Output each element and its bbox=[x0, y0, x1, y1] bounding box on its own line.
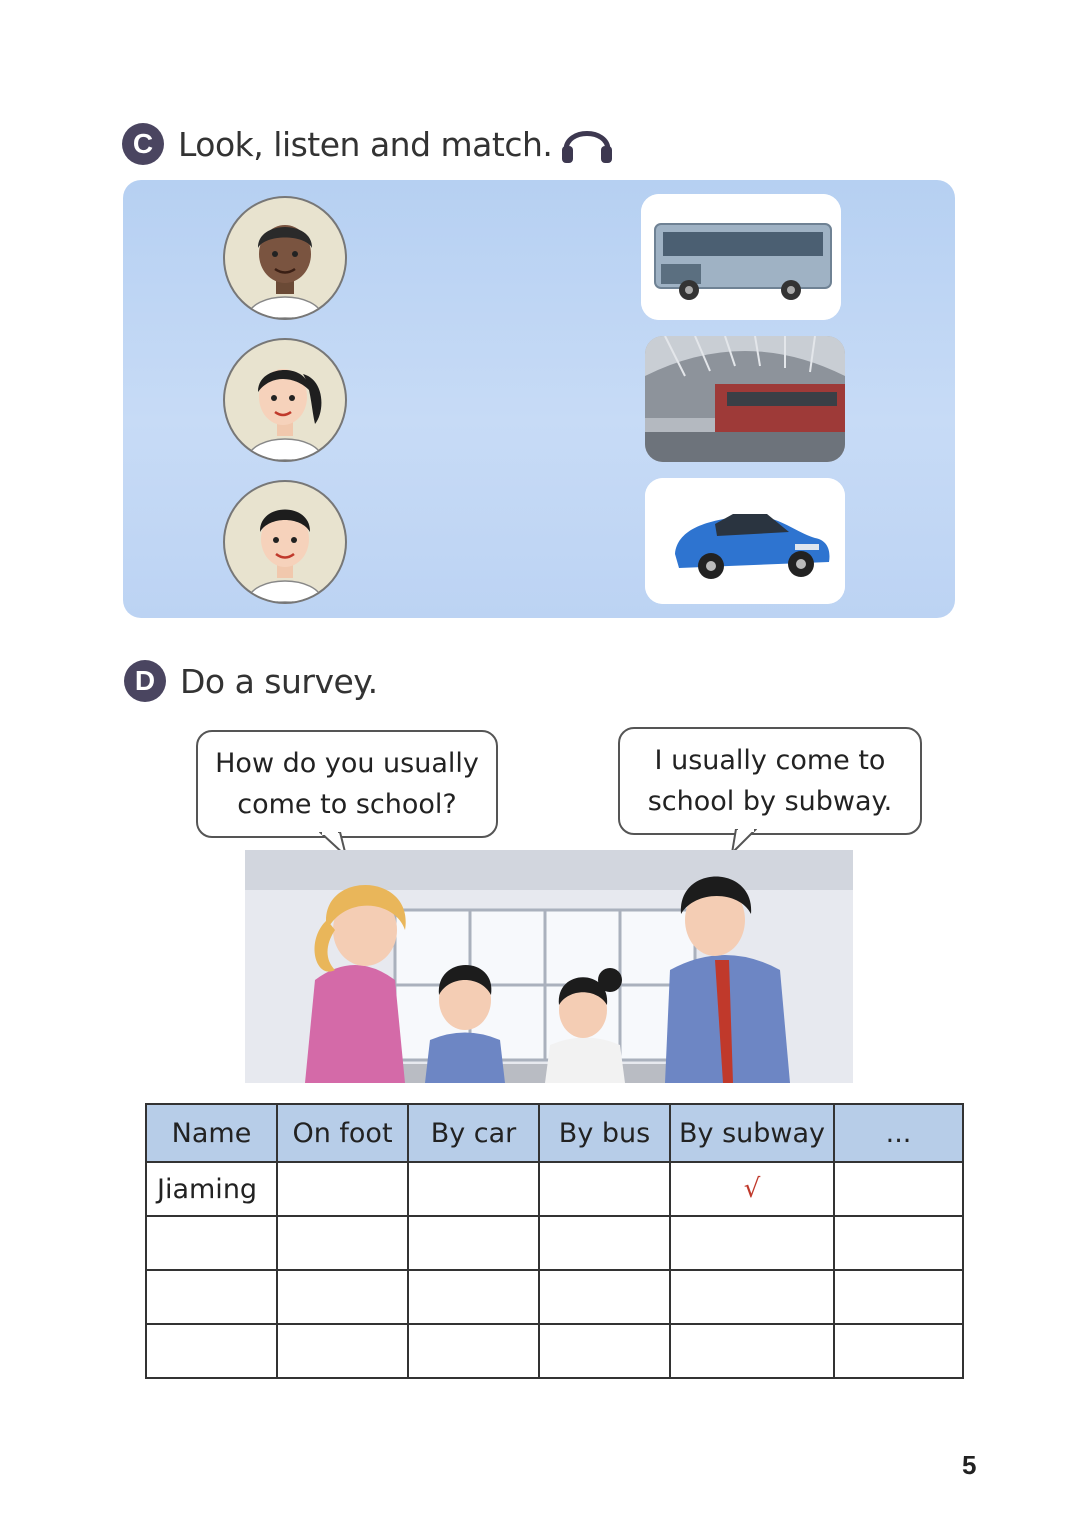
table-cell[interactable] bbox=[834, 1216, 963, 1270]
table-cell[interactable] bbox=[670, 1324, 834, 1378]
table-cell[interactable] bbox=[408, 1270, 539, 1324]
section-c-header bbox=[122, 120, 614, 168]
table-cell[interactable] bbox=[670, 1270, 834, 1324]
table-cell[interactable] bbox=[277, 1216, 408, 1270]
section-d-badge: D bbox=[124, 660, 166, 702]
table-cell[interactable] bbox=[408, 1162, 539, 1216]
table-cell-name[interactable] bbox=[146, 1270, 277, 1324]
boy-dark-skin-avatar[interactable] bbox=[223, 196, 347, 320]
header-by-subway: By subway bbox=[670, 1104, 834, 1162]
header-by-bus: By bus bbox=[539, 1104, 670, 1162]
table-cell[interactable] bbox=[277, 1162, 408, 1216]
table-cell[interactable] bbox=[539, 1216, 670, 1270]
check-mark[interactable]: √ bbox=[670, 1162, 834, 1216]
table-cell[interactable] bbox=[539, 1324, 670, 1378]
header-name: Name bbox=[146, 1104, 277, 1162]
header-more: ... bbox=[834, 1104, 963, 1162]
table-cell[interactable] bbox=[834, 1324, 963, 1378]
table-cell[interactable] bbox=[408, 1216, 539, 1270]
table-cell[interactable] bbox=[834, 1162, 963, 1216]
table-row bbox=[146, 1324, 963, 1378]
table-cell[interactable] bbox=[834, 1270, 963, 1324]
table-cell[interactable] bbox=[539, 1270, 670, 1324]
section-d-header bbox=[124, 660, 378, 702]
bus-photo[interactable] bbox=[641, 194, 841, 320]
section-c-badge: C bbox=[122, 123, 164, 165]
table-cell[interactable] bbox=[670, 1216, 834, 1270]
match-panel bbox=[123, 180, 955, 618]
question-speech-bubble bbox=[196, 730, 498, 838]
header-by-car: By car bbox=[408, 1104, 539, 1162]
answer-speech-bubble bbox=[618, 727, 922, 835]
table-cell[interactable] bbox=[539, 1162, 670, 1216]
survey-table bbox=[145, 1103, 964, 1379]
page-number: 5 bbox=[962, 1450, 977, 1480]
boy-short-hair-avatar[interactable] bbox=[223, 480, 347, 604]
table-cell[interactable] bbox=[277, 1324, 408, 1378]
table-row bbox=[146, 1270, 963, 1324]
table-cell-name[interactable] bbox=[146, 1324, 277, 1378]
classroom-illustration bbox=[245, 850, 853, 1083]
headphones-icon bbox=[560, 120, 614, 168]
table-row bbox=[146, 1216, 963, 1270]
girl-ponytail-avatar[interactable] bbox=[223, 338, 347, 462]
header-on-foot: On foot bbox=[277, 1104, 408, 1162]
table-cell[interactable] bbox=[277, 1270, 408, 1324]
car-photo[interactable] bbox=[645, 478, 845, 604]
table-cell-name[interactable] bbox=[146, 1216, 277, 1270]
section-d-title: Do a survey. bbox=[180, 661, 378, 701]
question-text: How do you usually come to school? bbox=[215, 748, 479, 820]
table-row bbox=[146, 1162, 963, 1216]
subway-train-photo[interactable] bbox=[645, 336, 845, 462]
section-c-title: Look, listen and match. bbox=[178, 124, 553, 164]
table-cell-name[interactable]: Jiaming bbox=[146, 1162, 277, 1216]
answer-text: I usually come to school by subway. bbox=[647, 745, 893, 817]
table-header-row bbox=[146, 1104, 963, 1162]
table-cell[interactable] bbox=[408, 1324, 539, 1378]
